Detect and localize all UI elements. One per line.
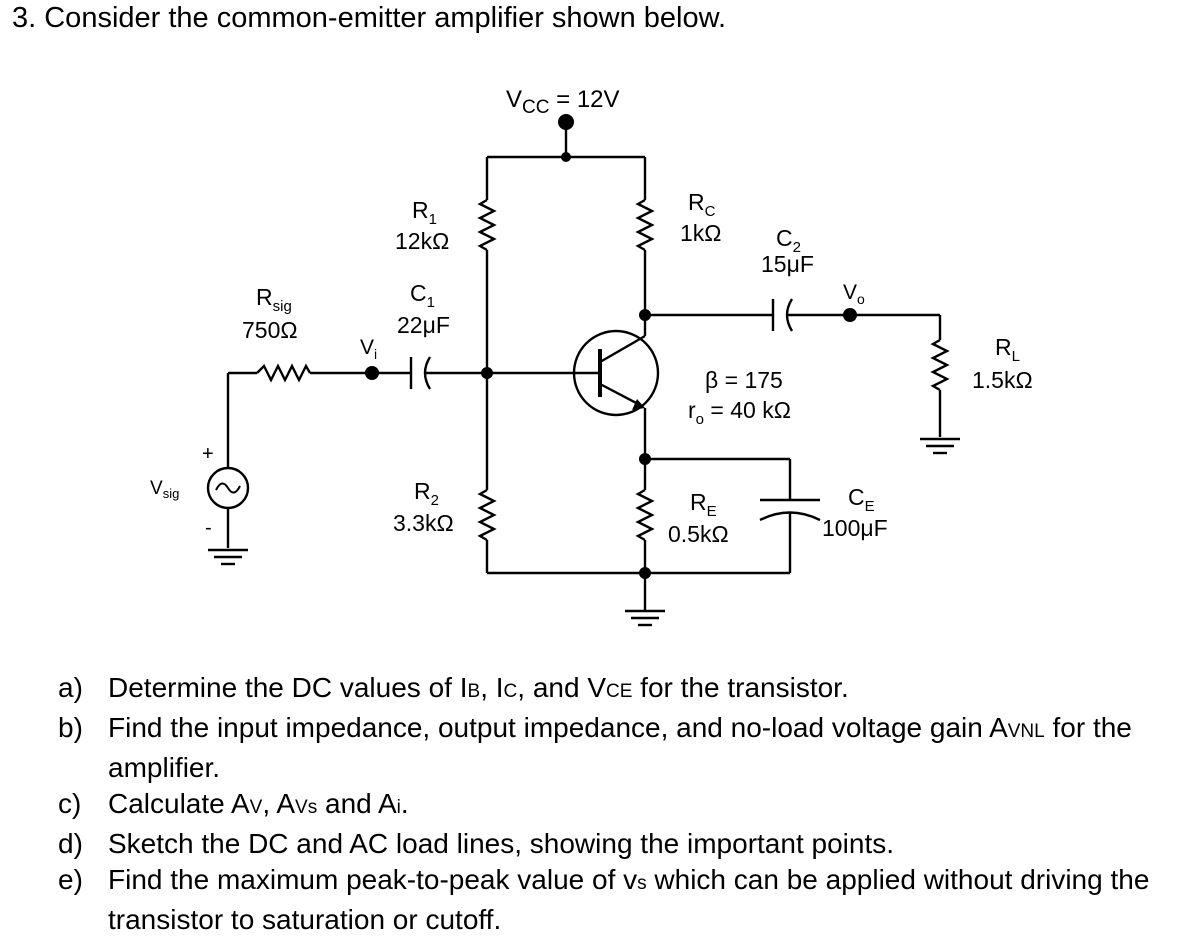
r2-label: $R_2$ (414, 478, 439, 509)
question-text: Calculate AV, AVs and Ai. (108, 788, 409, 819)
npn-transistor-icon (487, 331, 658, 415)
ground-icon-load (920, 439, 960, 453)
vcc-label: $V_{CC} = 12V$ (506, 86, 620, 118)
question-item (58, 710, 1182, 786)
vsig-minus: - (205, 517, 212, 539)
ce-value: 100μF (822, 515, 888, 541)
question-text: Find the input impedance, output impedance, and no-load voltage gain AVNL for the amplifier. (108, 712, 1132, 783)
rc-label: $R_C$ (688, 189, 716, 220)
rsig-value: 750Ω (242, 317, 298, 343)
c1-capacitor (372, 357, 487, 389)
vsig-source-icon (208, 468, 248, 548)
rc-value: 1kΩ (680, 220, 722, 246)
vcc-terminal (487, 114, 645, 162)
question-item (58, 670, 1182, 710)
question-label: d) (58, 828, 83, 859)
ground-icon-source (208, 550, 248, 564)
rl-value: 1.5kΩ (972, 367, 1033, 393)
problem-title: 3. Consider the common-emitter amplifier shown below. (12, 2, 727, 34)
ce-label: $C_E$ (848, 484, 875, 515)
rsig-resistor (257, 366, 310, 380)
question-item (58, 826, 1182, 862)
vsig-label: $V_{sig}$ (150, 478, 180, 501)
vi-label: $V_i$ (360, 336, 378, 362)
question-text: Sketch the DC and AC load lines, showing the important points. (108, 828, 894, 859)
question-list (58, 670, 1182, 938)
c2-label: $C_2$ (776, 225, 801, 256)
c1-value: 22μF (397, 312, 450, 338)
r1-value: 12kΩ (395, 228, 450, 254)
c2-capacitor (645, 299, 850, 331)
ce-capacitor (645, 459, 820, 573)
question-text: Find the maximum peak-to-peak value of vs which can be applied without driving the transistor to saturation or cutoff. (108, 864, 1150, 935)
question-text: Determine the DC values of IB, IC, and VCE for the transistor. (108, 672, 849, 703)
vo-label: $V_o$ (843, 281, 865, 307)
r1-label: $R_1$ (412, 197, 437, 228)
r1-resistor (480, 200, 494, 250)
rsig-label: $R_{sig}$ (256, 284, 292, 315)
r2-resistor (480, 490, 494, 540)
question-label: b) (58, 712, 83, 743)
c2-value: 15μF (761, 251, 814, 277)
re-label: $R_E$ (690, 489, 717, 520)
beta-label: β = 175 (705, 367, 783, 393)
re-value: 0.5kΩ (668, 521, 729, 547)
rl-label: $R_L$ (995, 334, 1020, 365)
r2-value: 3.3kΩ (393, 510, 454, 536)
c1-label: $C_1$ (410, 280, 435, 311)
ro-label: $r_o = 40$ kΩ (688, 397, 791, 428)
question-item (58, 786, 1182, 826)
vsig-plus: + (202, 443, 214, 465)
question-label: e) (58, 864, 83, 895)
rc-resistor (638, 200, 652, 250)
question-label: a) (58, 672, 83, 703)
re-resistor (638, 490, 652, 540)
rl-resistor (933, 340, 947, 390)
ground-icon-emitter (625, 611, 665, 625)
question-item (58, 862, 1182, 938)
question-label: c) (58, 788, 82, 819)
